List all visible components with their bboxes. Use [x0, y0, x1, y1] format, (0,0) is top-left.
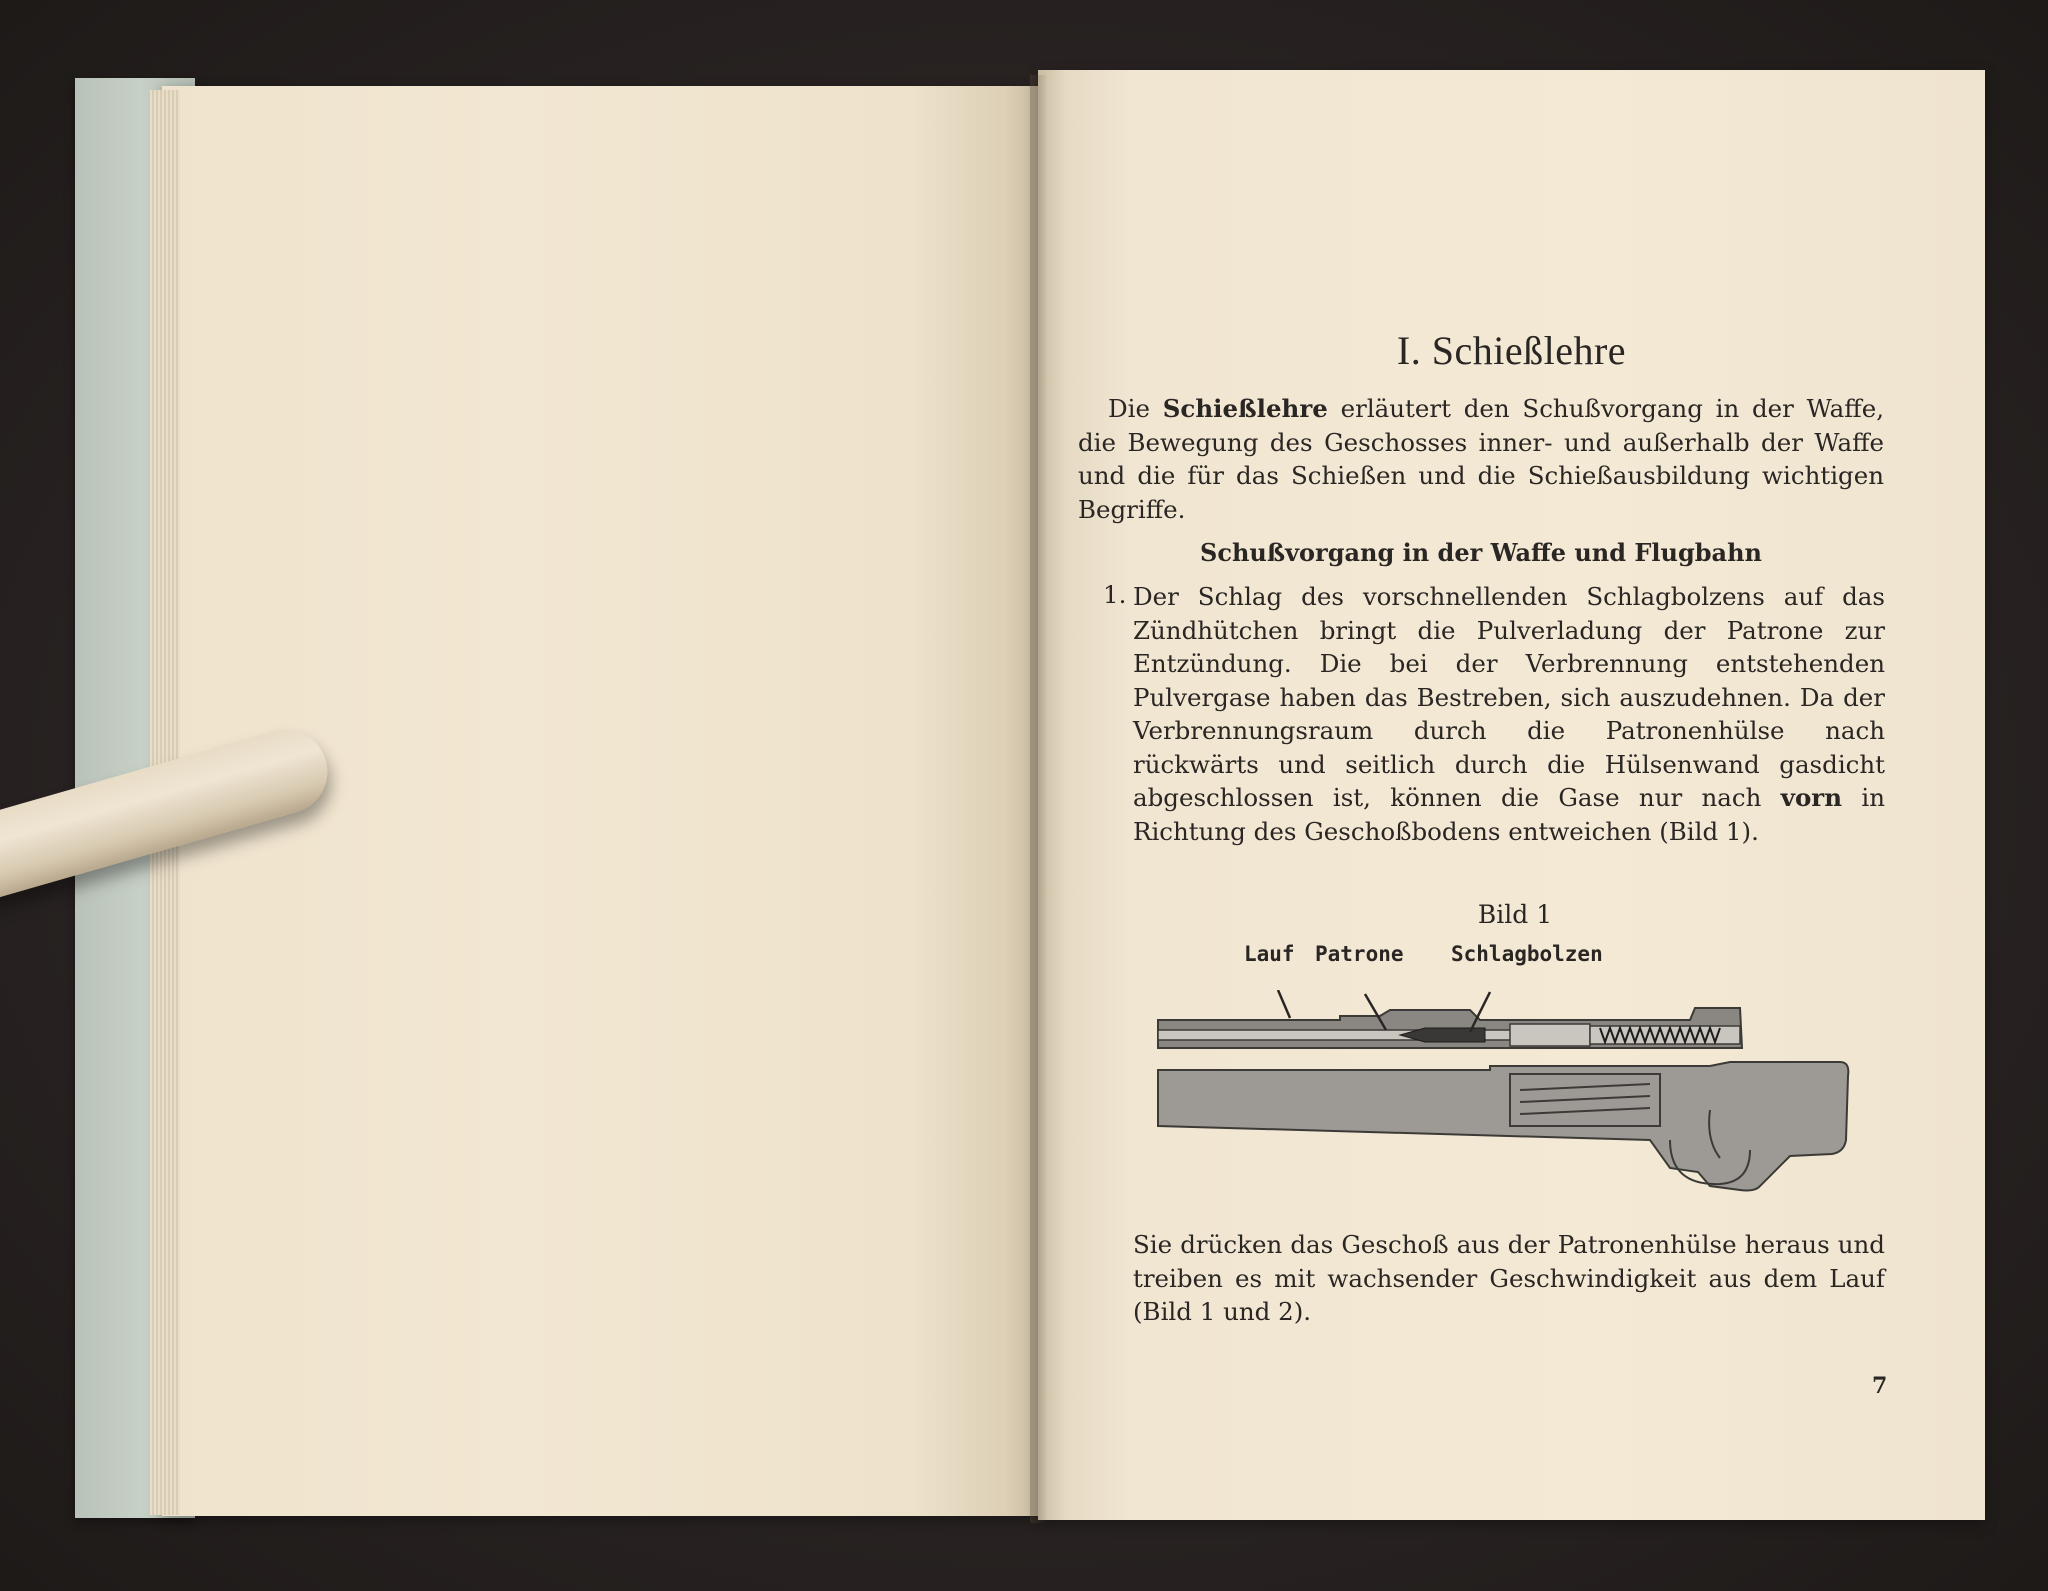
item-paragraph — [1133, 580, 1885, 848]
chamber — [1510, 1024, 1590, 1046]
intro-lead: Die — [1108, 394, 1150, 423]
book-gutter — [1030, 75, 1046, 1523]
intro-text: erläutert den Schußvorgang in der Waffe, die Bewegung des Geschosses inner- und außerhalb der Waffe und die für das Schießen und die Schießausbildung wichtigen Begriffe. — [1078, 394, 1884, 524]
figure-label-lauf: Lauf — [1244, 942, 1295, 966]
page-number: 7 — [1872, 1373, 1888, 1399]
figure-label-schlagbolzen: Schlagbolzen — [1451, 942, 1603, 966]
item-text-after: in Richtung des Geschoßbodens entweichen (Bild 1). — [1133, 783, 1885, 846]
page-title: I. Schießlehre — [1396, 327, 1627, 373]
leader-lauf — [1278, 990, 1290, 1018]
item-bold-word: vorn — [1780, 783, 1843, 812]
closing-paragraph: Sie drücken das Geschoß aus der Patronenhülse heraus und treiben es mit wachsender Geschwindigkeit aus dem Lauf (Bild 1 und 2). — [1133, 1230, 1885, 1326]
rifle-cutaway-diagram — [1150, 990, 1850, 1200]
figure-label-patrone: Patrone — [1315, 942, 1404, 966]
intro-paragraph — [1078, 392, 1884, 526]
item-text-before: Der Schlag des vorschnellenden Schlagbolzens auf das Zündhütchen bringt die Pulverladung der Patrone zur Entzündung. Die bei der Verbrennung entstehenden Pulvergase haben das Bestreben, sich auszudehnen. Da der Verbrennungsraum durch die Patronenhülse nach rückwärts und seitlich durch die Hülsenwand gasdicht abgeschlossen ist, können die Gase nur nach — [1133, 582, 1885, 812]
figure-caption: Bild 1 — [1477, 900, 1553, 929]
section-subheading: Schußvorgang in der Waffe und Flugbahn — [1200, 538, 1762, 567]
intro-bold-term: Schießlehre — [1162, 394, 1328, 423]
item-number: 1. — [1103, 580, 1127, 609]
